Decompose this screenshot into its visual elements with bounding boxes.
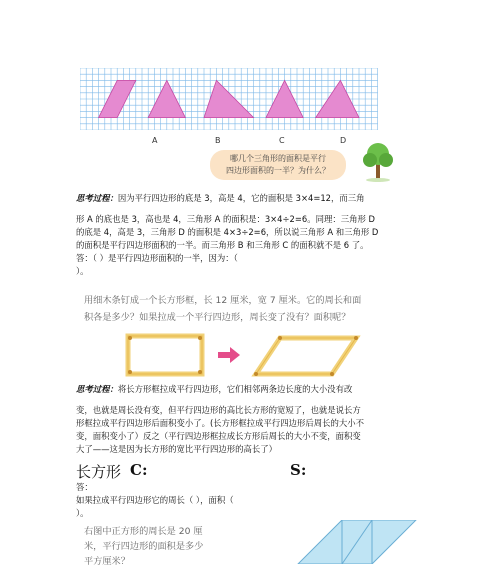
c-label: C: — [130, 461, 148, 479]
square-parallelogram-figure — [292, 520, 422, 564]
rectangle-frame — [128, 336, 202, 374]
thinking1-line-1 — [76, 192, 428, 205]
s-label: S: — [290, 461, 307, 479]
thinking2-line-4: 变，面积变小了）反之（平行四边形框拉成长方形后周长的大小不变，面积变 — [76, 431, 361, 441]
grid-figure — [80, 68, 380, 130]
question3-line-2: 米，平行四边形的面积是多少 — [84, 541, 204, 552]
tree-icon — [358, 140, 398, 182]
question3-line-3: 平方厘米？ — [84, 556, 130, 567]
thinking2-line-5: 大了——这是因为长方形的宽比平行四边形的高长了） — [76, 444, 277, 454]
thinking1-line-2: 形 A 的底也是 3，高也是 4，三角形 A 的面积是：3×4÷2=6。同理：三角形 D — [76, 214, 375, 224]
question2-line-2: 积各是多少？如果拉成一个平行四边形，周长变了没有？面积呢？ — [84, 312, 351, 323]
label-d: D — [340, 136, 347, 145]
thinking2-text-1: 将长方形框拉成平行四边形，它们相邻两条边长度的大小没有改 — [117, 384, 353, 394]
thinking1-lead: 思考过程： — [76, 193, 118, 203]
thinking1-line-3: 的底是 4，高是 3，三角形 D 的面积是 4×3÷2=6，所以说三角形 A 和三角形 D — [76, 227, 379, 237]
label-c: C — [279, 136, 285, 145]
thinking1-text-1: 因为平行四边形的底是 3，高是 4，它的面积是 3×4=12，而三角 — [117, 193, 365, 203]
parallelogram-frame — [254, 336, 358, 376]
thinking1-line-6: ）。 — [76, 266, 89, 276]
answer-line: 如果拉成平行四边形它的周长（ ），面积（ — [76, 495, 234, 505]
speech-bubble — [210, 150, 346, 180]
question3-line-1: 右图中正方形的周长是 20 厘 — [84, 526, 203, 537]
thinking2-lead: 思考过程： — [76, 384, 118, 394]
thinking1-line-4: 的面积是平行四边形面积的一半。而三角形 B 和三角形 C 的面积就不是 6 了。 — [76, 240, 369, 250]
bubble-line-1: 哪几个三角形的面积是平行 — [230, 154, 326, 163]
thinking2-line-3: 形框拉成平行四边形后面积变小了。(长方形框拉成平行四边形后周长的大小不 — [76, 418, 365, 428]
bubble-line-2: 四边形面积的一半？为什么？ — [226, 166, 330, 175]
arrow-right-icon — [218, 347, 240, 363]
frame-figure — [120, 330, 390, 380]
question2-line-1: 用细木条钉成一个长方形框，长 12 厘米，宽 7 厘米。它的周长和面 — [84, 295, 362, 306]
label-a: A — [152, 136, 158, 145]
rect-label: 长方形 — [76, 463, 122, 481]
answer-end: ）。 — [76, 508, 89, 518]
thinking1-line-5: 答：（ ）是平行四边形面积的一半，因为：（ — [76, 253, 238, 263]
answer-da: 答： — [76, 482, 93, 492]
thinking2-line-1 — [76, 383, 428, 396]
label-b: B — [215, 136, 221, 145]
thinking2-line-2: 变，也就是周长没有变，但平行四边形的高比长方形的宽短了，也就是说长方 — [76, 405, 361, 415]
